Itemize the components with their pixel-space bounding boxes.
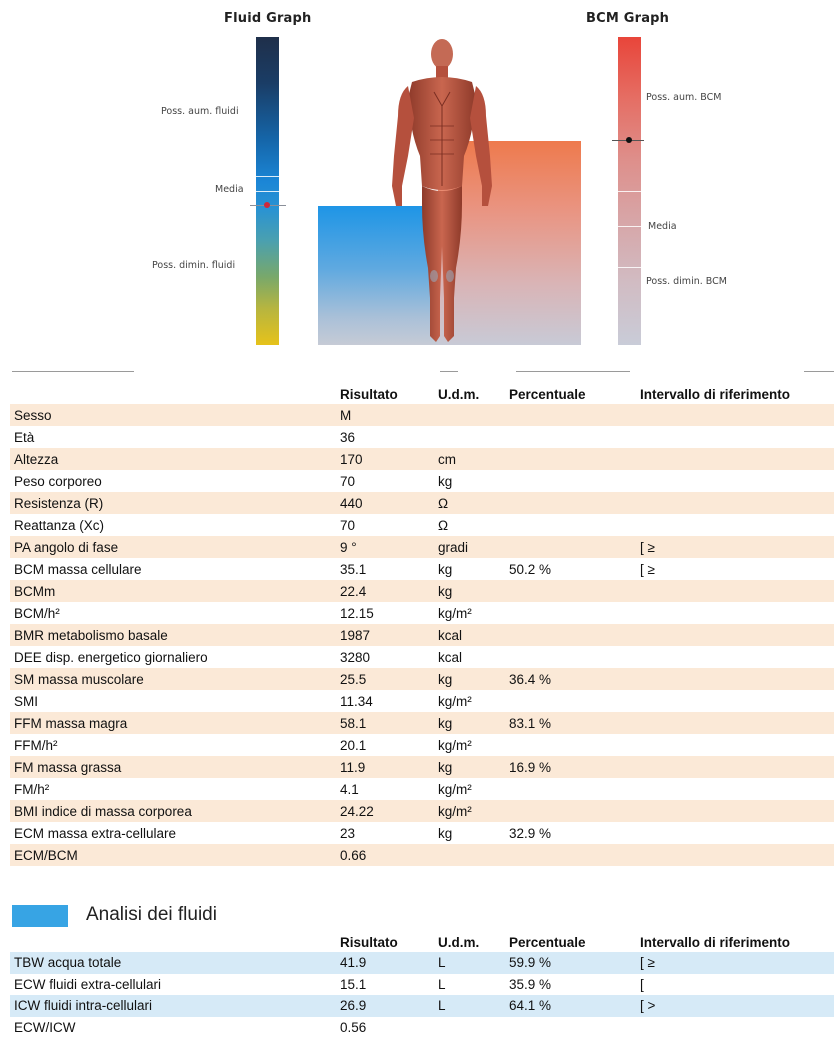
bcm-tick-3: [618, 267, 641, 268]
cell-unit: kcal: [438, 649, 463, 665]
cell-result: 24.22: [336, 800, 434, 822]
cell-reference-range: [636, 734, 834, 756]
separator-right: [804, 371, 834, 372]
table-row: [10, 404, 834, 426]
fluid-label-high: Poss. aum. fluidi: [161, 106, 239, 117]
cell-percent: 35.9 %: [509, 976, 552, 992]
fluid-graph-title: Fluid Graph: [224, 11, 312, 26]
table-row: [10, 602, 834, 624]
cell-parameter: Età: [14, 429, 35, 445]
cell-percent: 50.2 %: [509, 561, 552, 577]
cell-percent: [505, 778, 636, 800]
cell-parameter: Altezza: [10, 448, 336, 470]
cell-parameter: BMR metabolismo basale: [10, 624, 336, 646]
cell-parameter: Sesso: [10, 404, 336, 426]
table-row: [10, 952, 834, 974]
cell-parameter: ECW/ICW: [14, 1019, 76, 1035]
cell-result: 25.5: [336, 668, 434, 690]
cell-parameter: BMI indice di massa corporea: [10, 800, 336, 822]
cell-reference-range: [ ≥: [636, 952, 834, 974]
cell-unit: L: [438, 976, 446, 992]
table-row: [10, 558, 834, 580]
cell-parameter: Peso corporeo: [14, 473, 102, 489]
bcm-label-low: Poss. dimin. BCM: [646, 276, 727, 287]
cell-result: 35.1: [340, 561, 367, 577]
cell-percent: 59.9 %: [505, 952, 636, 974]
cell-reference-range: [636, 822, 834, 844]
table-row: [10, 514, 834, 536]
section-accent-swatch: [12, 905, 68, 927]
cell-percent: [505, 536, 636, 558]
cell-result: 41.9: [336, 952, 434, 974]
fluids-header-row: [10, 932, 834, 952]
cell-unit: kcal: [434, 624, 505, 646]
cell-result: M: [336, 404, 434, 426]
cell-unit: cm: [434, 448, 505, 470]
cell-unit: kg: [434, 712, 505, 734]
cell-reference-range: [636, 1017, 834, 1039]
cell-reference-range: [636, 514, 834, 536]
header-parameter: [10, 384, 336, 404]
cell-unit: L: [434, 952, 505, 974]
cell-result: 1987: [336, 624, 434, 646]
cell-percent: 64.1 %: [505, 995, 636, 1017]
table-row: [10, 492, 834, 514]
cell-reference-range: [636, 646, 834, 668]
cell-parameter: DEE disp. energetico giornaliero: [14, 649, 208, 665]
cell-unit: kg: [434, 668, 505, 690]
cell-reference-range: [636, 668, 834, 690]
cell-unit: kg/m²: [438, 693, 472, 709]
cell-percent: [505, 426, 636, 448]
bcm-value-marker: [626, 137, 632, 143]
table-row: [10, 974, 834, 996]
cell-unit: [434, 404, 505, 426]
separator-mid: [440, 371, 458, 372]
cell-reference-range: [636, 580, 834, 602]
header-percent: Percentuale: [509, 386, 586, 402]
cell-unit: kg: [438, 825, 453, 841]
cell-result: 20.1: [340, 737, 367, 753]
cell-reference-range: [636, 492, 834, 514]
cell-percent: [505, 690, 636, 712]
table-row: [10, 712, 834, 734]
cell-unit: Ω: [438, 517, 449, 533]
cell-unit: [434, 1017, 505, 1039]
cell-reference-range: [636, 756, 834, 778]
cell-unit: kg/m²: [438, 781, 472, 797]
cell-result: 22.4: [336, 580, 434, 602]
table-row: [10, 844, 834, 866]
fluid-mean-tick-lower: [256, 191, 279, 192]
table-row: [10, 1017, 834, 1039]
table-row: [10, 995, 834, 1017]
header-parameter: [10, 932, 336, 952]
table-row: [10, 756, 834, 778]
cell-result: 4.1: [340, 781, 359, 797]
header-result: Risultato: [340, 386, 398, 402]
cell-result: 0.66: [336, 844, 434, 866]
results-header-row: [10, 384, 834, 404]
cell-reference-range: [ >: [636, 995, 834, 1017]
cell-unit: kg: [438, 473, 453, 489]
cell-result: 23: [340, 825, 356, 841]
cell-parameter: FM/h²: [14, 781, 50, 797]
table-row: [10, 822, 834, 844]
cell-parameter: BCMm: [10, 580, 336, 602]
table-row: [10, 426, 834, 448]
cell-percent: [505, 734, 636, 756]
bcm-label-high: Poss. aum. BCM: [646, 92, 722, 103]
cell-parameter: FFM/h²: [14, 737, 58, 753]
cell-parameter: PA angolo di fase: [10, 536, 336, 558]
cell-unit: kg/m²: [438, 605, 472, 621]
fluids-table: [10, 932, 834, 1038]
fluid-mean-tick-upper: [256, 176, 279, 177]
bcm-label-mean: Media: [648, 221, 677, 232]
cell-reference-range: [636, 690, 834, 712]
cell-reference-range: [636, 470, 834, 492]
cell-percent: [505, 602, 636, 624]
cell-result: 70: [340, 517, 356, 533]
header-reference-range: Intervallo di riferimento: [640, 934, 791, 950]
cell-parameter: TBW acqua totale: [10, 952, 336, 974]
cell-reference-range: [636, 404, 834, 426]
cell-percent: [505, 624, 636, 646]
cell-percent: [505, 470, 636, 492]
cell-result: 3280: [340, 649, 371, 665]
human-muscle-figure-image: [386, 36, 498, 348]
cell-result: 15.1: [340, 976, 367, 992]
cell-unit: gradi: [434, 536, 505, 558]
cell-percent: [505, 580, 636, 602]
cell-percent: [505, 514, 636, 536]
cell-result: 9 °: [336, 536, 434, 558]
cell-result: 170: [336, 448, 434, 470]
cell-result: 440: [336, 492, 434, 514]
header-percent: Percentuale: [509, 934, 586, 950]
cell-unit: Ω: [434, 492, 505, 514]
cell-percent: [505, 448, 636, 470]
bcm-tick-1: [618, 191, 641, 192]
table-row: [10, 800, 834, 822]
table-row: [10, 646, 834, 668]
separator-center: [516, 371, 630, 372]
cell-unit: kg: [434, 756, 505, 778]
cell-parameter: BCM massa cellulare: [14, 561, 142, 577]
cell-result: 0.56: [340, 1019, 367, 1035]
cell-reference-range: [636, 800, 834, 822]
cell-reference-range: [: [640, 976, 644, 992]
cell-percent: [505, 646, 636, 668]
cell-percent: [505, 1017, 636, 1039]
cell-reference-range: [636, 426, 834, 448]
cell-parameter: SM massa muscolare: [10, 668, 336, 690]
cell-unit: L: [434, 995, 505, 1017]
separator-left: [12, 371, 134, 372]
cell-unit: [434, 844, 505, 866]
table-row: [10, 580, 834, 602]
fluid-label-mean: Media: [215, 184, 244, 195]
fluid-label-low: Poss. dimin. fluidi: [152, 260, 236, 271]
cell-percent: [505, 800, 636, 822]
header-reference-range: Intervallo di riferimento: [640, 386, 791, 402]
cell-percent: [505, 492, 636, 514]
cell-parameter: Reattanza (Xc): [14, 517, 105, 533]
header-unit: U.d.m.: [438, 934, 480, 950]
cell-unit: [434, 426, 505, 448]
cell-reference-range: [636, 624, 834, 646]
cell-percent: [505, 404, 636, 426]
table-row: [10, 536, 834, 558]
cell-unit: kg/m²: [438, 737, 472, 753]
cell-result: 11.34: [340, 693, 373, 709]
cell-result: 58.1: [336, 712, 434, 734]
cell-parameter: BCM/h²: [14, 605, 60, 621]
table-row: [10, 668, 834, 690]
cell-result: 12.15: [340, 605, 374, 621]
cell-parameter: ECM/BCM: [10, 844, 336, 866]
cell-parameter: Resistenza (R): [10, 492, 336, 514]
cell-reference-range: [ ≥: [636, 536, 834, 558]
cell-percent: 32.9 %: [509, 825, 552, 841]
cell-reference-range: [636, 778, 834, 800]
cell-unit: kg/m²: [434, 800, 505, 822]
bcm-tick-2: [618, 226, 641, 227]
fluids-section-title: Analisi dei fluidi: [86, 904, 217, 925]
fluid-value-marker: [264, 202, 270, 208]
table-row: [10, 470, 834, 492]
cell-unit: kg: [438, 561, 453, 577]
cell-percent: 36.4 %: [505, 668, 636, 690]
header-result: Risultato: [340, 934, 398, 950]
cell-reference-range: [636, 844, 834, 866]
table-row: [10, 690, 834, 712]
results-table: [10, 384, 834, 866]
cell-reference-range: [636, 602, 834, 624]
cell-parameter: ECM massa extra-cellulare: [14, 825, 177, 841]
cell-result: 11.9: [336, 756, 434, 778]
cell-result: 36: [340, 429, 356, 445]
table-row: [10, 624, 834, 646]
cell-percent: 83.1 %: [505, 712, 636, 734]
header-unit: U.d.m.: [438, 386, 480, 402]
cell-reference-range: [636, 712, 834, 734]
cell-parameter: ECW fluidi extra-cellulari: [14, 976, 162, 992]
table-row: [10, 734, 834, 756]
cell-parameter: FFM massa magra: [10, 712, 336, 734]
bcm-graph-title: BCM Graph: [586, 11, 670, 26]
cell-parameter: FM massa grassa: [10, 756, 336, 778]
cell-result: 26.9: [336, 995, 434, 1017]
cell-reference-range: [ ≥: [640, 561, 655, 577]
cell-percent: 16.9 %: [505, 756, 636, 778]
cell-reference-range: [636, 448, 834, 470]
cell-parameter: SMI: [14, 693, 39, 709]
cell-parameter: ICW fluidi intra-cellulari: [10, 995, 336, 1017]
table-row: [10, 778, 834, 800]
cell-unit: kg: [434, 580, 505, 602]
table-row: [10, 448, 834, 470]
cell-result: 70: [340, 473, 356, 489]
cell-percent: [505, 844, 636, 866]
